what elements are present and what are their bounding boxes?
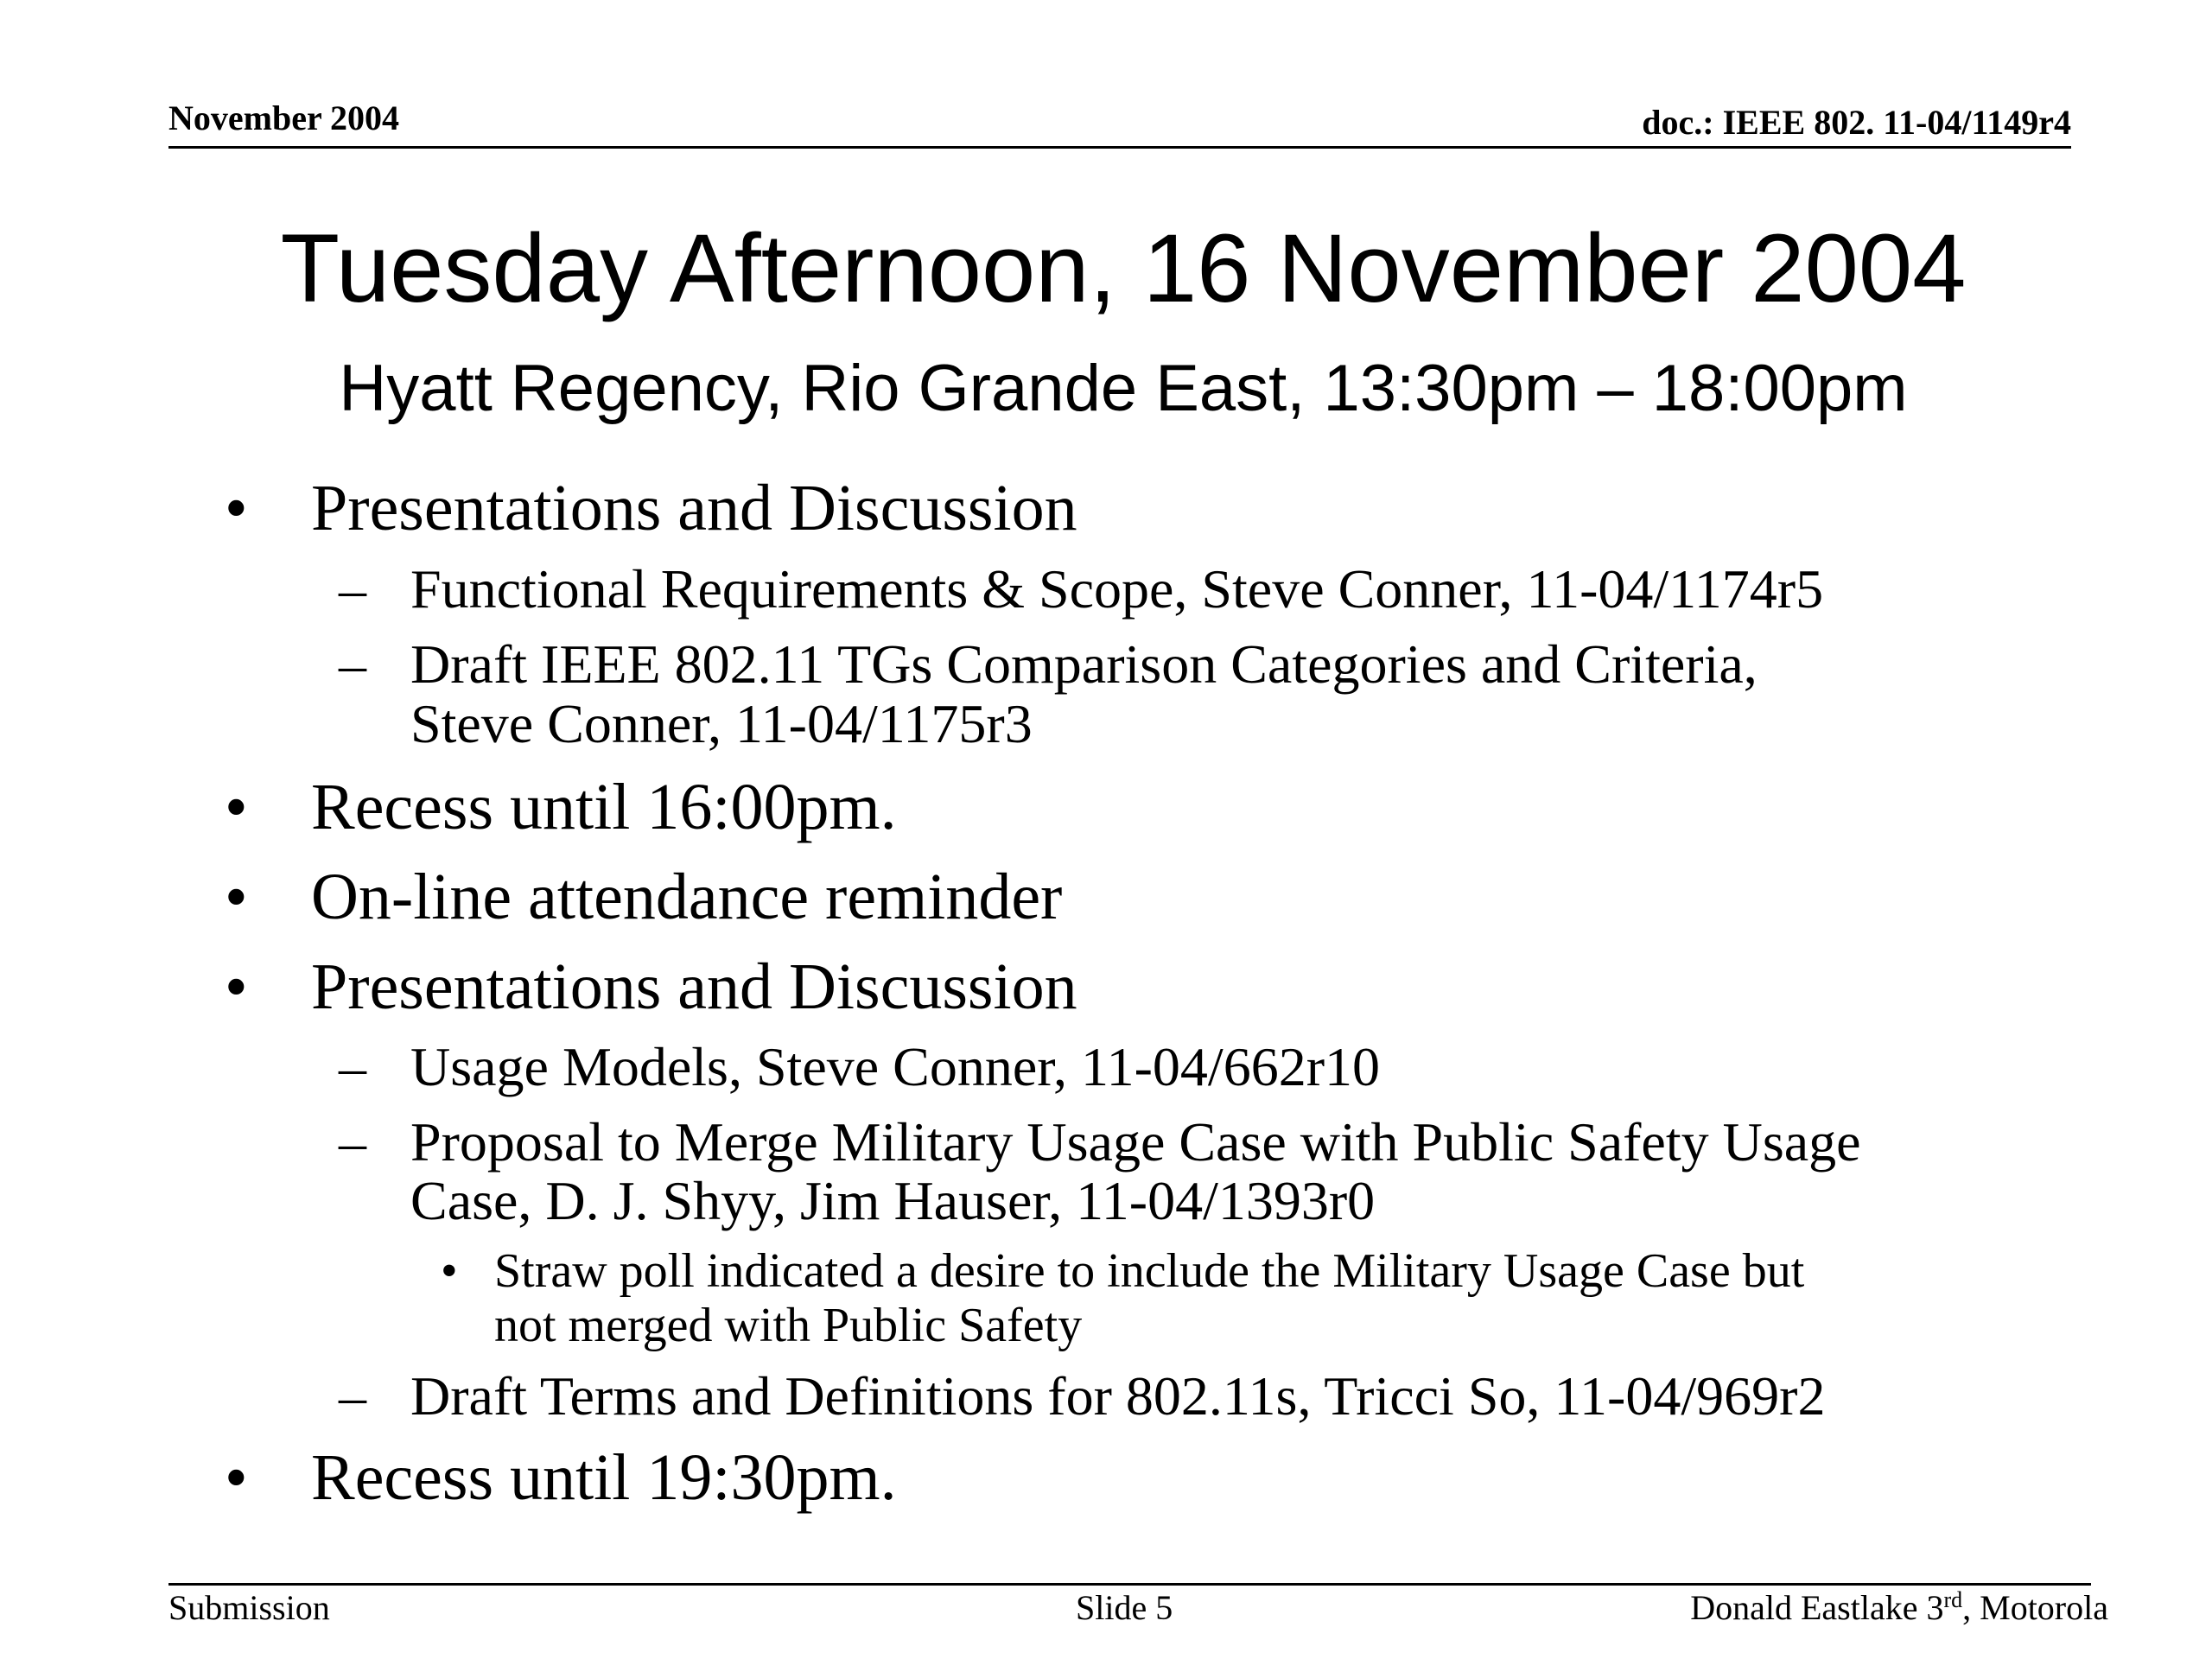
bullet-marker: • bbox=[225, 771, 248, 843]
item-draft-terms: Draft Terms and Definitions for 802.11s, Tricci So, 11-04/969r2 bbox=[410, 1365, 1826, 1427]
bullet-marker: • bbox=[225, 950, 248, 1023]
item-straw-poll-line2: not merged with Public Safety bbox=[494, 1299, 1083, 1352]
item-usage-models: Usage Models, Steve Conner, 11-04/662r10 bbox=[410, 1036, 1380, 1097]
dash-marker: – bbox=[339, 558, 366, 620]
footer-author-ordinal: rd bbox=[1943, 1587, 1963, 1612]
header-rule bbox=[168, 146, 2071, 149]
bullet-marker: • bbox=[225, 472, 248, 544]
dash-marker: – bbox=[339, 1365, 366, 1427]
item-draft-comparison-line1: Draft IEEE 802.11 TGs Comparison Categories and Criteria, bbox=[410, 633, 1758, 695]
bullet-recess-1930: Recess until 19:30pm. bbox=[311, 1441, 897, 1514]
bullet-presentations-1: Presentations and Discussion bbox=[311, 472, 1077, 544]
item-straw-poll-line1: Straw poll indicated a desire to include the Military Usage Case but bbox=[494, 1244, 1805, 1298]
item-functional-requirements: Functional Requirements & Scope, Steve Conner, 11-04/1174r5 bbox=[410, 558, 1824, 620]
slide-subtitle: Hyatt Regency, Rio Grande East, 13:30pm – 18:00pm bbox=[339, 352, 1908, 425]
dash-marker: – bbox=[339, 1036, 366, 1097]
footer-rule bbox=[168, 1583, 2091, 1586]
sub-bullet-marker: • bbox=[441, 1244, 458, 1298]
header-date: November 2004 bbox=[168, 99, 399, 137]
footer-slide-number: Slide 5 bbox=[1076, 1588, 1173, 1627]
dash-marker: – bbox=[339, 633, 366, 695]
item-merge-proposal-line1: Proposal to Merge Military Usage Case with Public Safety Usage bbox=[410, 1111, 1861, 1173]
footer-author-name: Donald Eastlake 3 bbox=[1690, 1588, 1944, 1627]
bullet-attendance-reminder: On-line attendance reminder bbox=[311, 861, 1063, 933]
slide-title: Tuesday Afternoon, 16 November 2004 bbox=[280, 214, 1967, 322]
item-merge-proposal-line2: Case, D. J. Shyy, Jim Hauser, 11-04/1393r0 bbox=[410, 1170, 1376, 1231]
item-draft-comparison-line2: Steve Conner, 11-04/1175r3 bbox=[410, 693, 1033, 754]
footer-submission: Submission bbox=[168, 1588, 330, 1627]
bullet-recess-1600: Recess until 16:00pm. bbox=[311, 771, 897, 843]
dash-marker: – bbox=[339, 1111, 366, 1173]
bullet-presentations-2: Presentations and Discussion bbox=[311, 950, 1077, 1023]
header-doc-id: doc.: IEEE 802. 11-04/1149r4 bbox=[1642, 103, 2071, 142]
footer-author-org: , Motorola bbox=[1962, 1588, 2108, 1627]
footer-author bbox=[1690, 1587, 2108, 1628]
bullet-marker: • bbox=[225, 861, 248, 933]
bullet-marker: • bbox=[225, 1441, 248, 1514]
